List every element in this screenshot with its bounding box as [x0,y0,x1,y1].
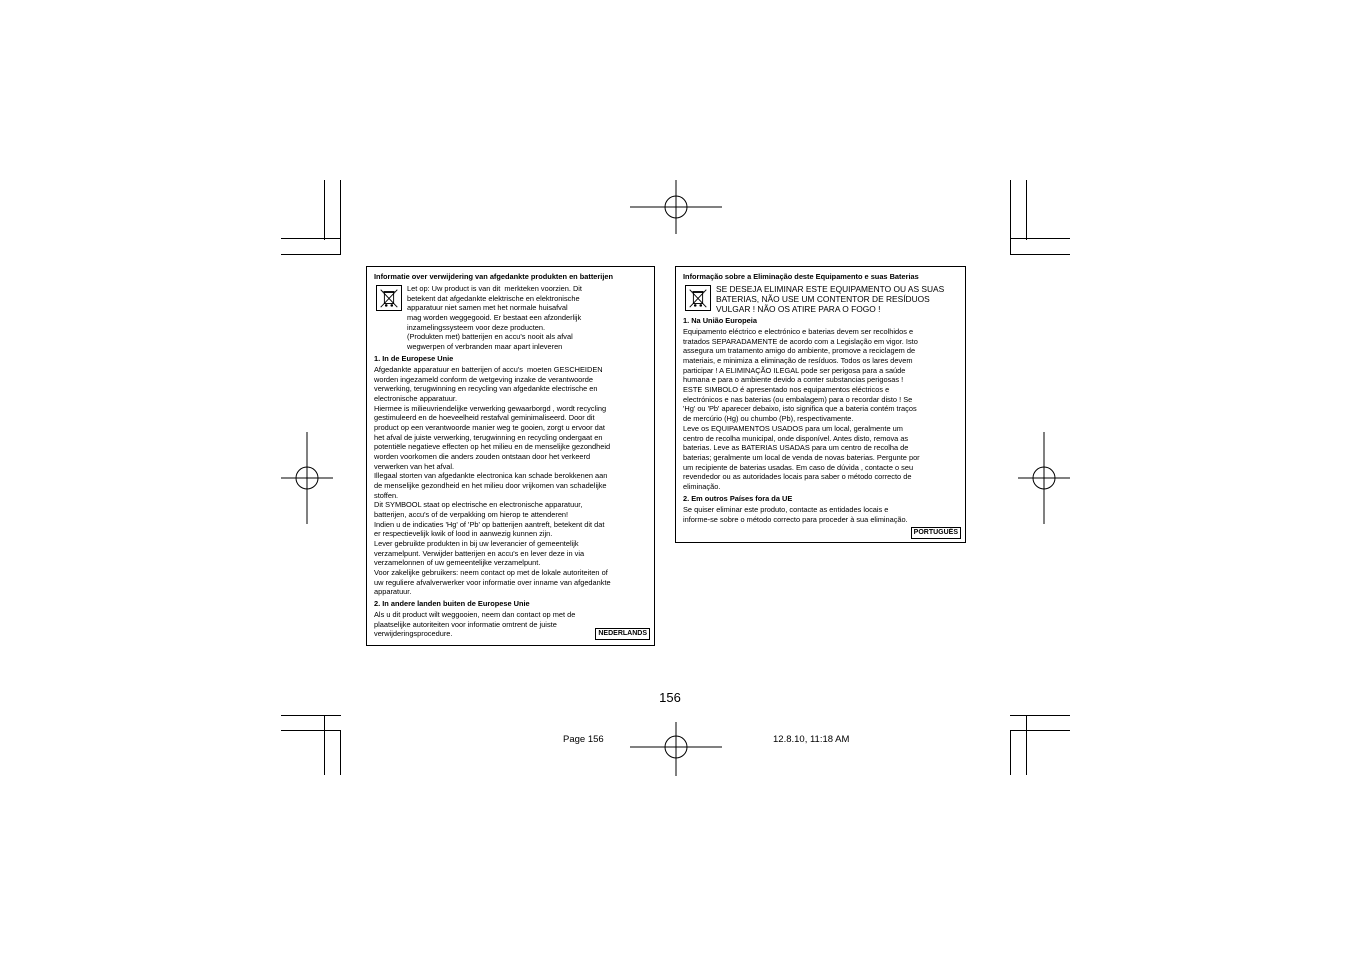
section-body-eu-continued: Leve os EQUIPAMENTOS USADOS para um local, geralmente um centro de recolha municipal, onde disponível. Antes disto, remova as baterias. Leve as BATERIAS USADAS para um centro de recolha de baterias; geralmente um local de venda de novas baterias. Pergunte por um recipiente de baterias usadas. Em caso de dúvida , contacte o seu revendedor ou as autoridades locais para saber o método correcto de eliminação. [683,424,920,491]
section-heading-other: 2. In andere landen buiten de Europese Unie [374,599,530,608]
notice-title: Informatie over verwijdering van afgedankte produkten en batterijen [374,272,614,281]
notice-intro: SE DESEJA ELIMINAR ESTE EQUIPAMENTO OU AS SUAS BATERIAS, NÃO USE UM CONTENTOR DE RESÍDUOS VULGAR ! NÃO OS ATIRE PARA O FOGO ! [716,284,945,315]
registration-mark-top [630,180,722,234]
crossed-bin-icon [376,285,402,311]
crop-mark [281,238,341,239]
section-heading-eu: 1. Na União Europeia [683,316,757,325]
language-tag: NEDERLANDS [595,628,650,640]
dutch-disposal-notice [366,266,655,646]
registration-mark-left [281,432,333,524]
crop-mark [324,715,325,775]
crop-mark [340,180,341,255]
crop-mark [1010,180,1011,255]
crop-mark [1010,730,1070,731]
section-body-other: Als u dit product wilt weggooien, neem dan contact op met de plaatselijke autoriteiten voor informatie omtrent de juiste verwijderingsprocedure. [374,610,576,639]
crop-mark [281,715,341,716]
footer-timestamp: 12.8.10, 11:18 AM [773,734,850,745]
crop-mark [324,180,325,240]
crop-mark [1026,715,1027,775]
section-body-other: Se quiser eliminar este produto, contacte as entidades locais e informe-se sobre o método correcto para proceder à sua eliminação. [683,505,908,524]
notice-intro: Let op: Uw product is van dit merkteken voorzien. Dit betekent dat afgedankte elektrische en elektronische apparatuur niet samen met het normale huisafval mag worden weggegooid. Er bestaat een afzonderlijk inzamelingssysteem voor deze producten. (Produkten met) batterijen en accu's nooit als afval wegwerpen of verbranden maar apart inleveren [407,284,582,351]
crop-mark [1010,254,1070,255]
crop-mark [1010,715,1070,716]
crop-mark [1010,238,1070,239]
section-heading-eu: 1. In de Europese Unie [374,354,454,363]
portuguese-disposal-notice [675,266,966,543]
crop-mark [281,254,341,255]
notice-title: Informação sobre a Eliminação deste Equipamento e suas Baterias [683,272,919,281]
crop-mark [1010,730,1011,775]
registration-mark-right [1018,432,1070,524]
section-heading-other: 2. Em outros Países fora da UE [683,494,793,503]
crop-mark [1026,180,1027,240]
crossed-bin-icon [685,285,711,311]
footer-page-label: Page 156 [563,734,604,745]
page-number: 156 [659,690,681,705]
language-tag: PORTUGUÊS [911,527,961,539]
section-body-eu: Afgedankte apparatuur en batterijen of accu's moeten GESCHEIDEN worden ingezameld conform de wetgeving inzake de verantwoorde verwerking, terugwinning en recycling van afgedankte electrische en electronische apparatuur. Hiermee is milieuvriendelijke verwerking gewaarborgd , wordt recycling gestimuleerd en de hoeveelheid restafval geminimaliseerd. Door dit product op een verantwoorde manier weg te gooien, zorgt u ervoor dat het afval de juiste verwerking, terugwinning en recycling ondergaat en potentiële negatieve effecten op het milieu en de menselijke gezondheid worden voorkomen die anders zouden ontstaan door het verkeerd verwerken van het afval. Illegaal storten van afgedankte electronica kan schade berokkenen aan de menselijke gezondheid en het milieu door vrijkomen van schadelijke stoffen. Dit SYMBOOL staat op electrische en electronische apparatuur, batterijen, accu's of de verpakking om hierop te attenderen! Indien u de indicaties 'Hg' of 'Pb' op batterijen aantreft, betekent dit dat er respectievelijk kwik of lood in aanwezig kunnen zijn. [374,365,611,539]
crop-mark [281,730,341,731]
section-body-eu-continued: Lever gebruikte produkten in bij uw leverancier of gemeentelijk verzamelpunt. Verwijder batterijen en accu's en lever deze in via verzamelonnen of uw gemeentelijke verzamelpunt. Voor zakelijke gebruikers: neem contact op met de lokale autoriteiten of uw reguliere afvalverwerker voor informatie over inname van afgedankte apparatuur. [374,539,611,597]
registration-mark-bottom [630,722,722,776]
section-body-eu: Equipamento eléctrico e electrónico e baterias devem ser recolhidos e tratados SEPARADAMENTE de acordo com a Legislação em vigor. Isto assegura um tratamento amigo do ambiente, promove a reciclagem de materiais, e minimiza a eliminação de resíduos. Todos os lares devem participar ! A ELIMINAÇÃO ILEGAL pode ser perigosa para a saúde humana e para o ambiente devido a conter substancias perigosas ! ESTE SIMBOLO é apresentado nos equipamentos eléctricos e electrónicos e nas baterias (ou embalagem) para o recordar disto ! Se 'Hg' ou 'Pb' aparecer debaixo, isto significa que a bateria contém traços de mercúrio (Hg) ou chumbo (Pb), respectivamente. [683,327,918,423]
crop-mark [340,730,341,775]
